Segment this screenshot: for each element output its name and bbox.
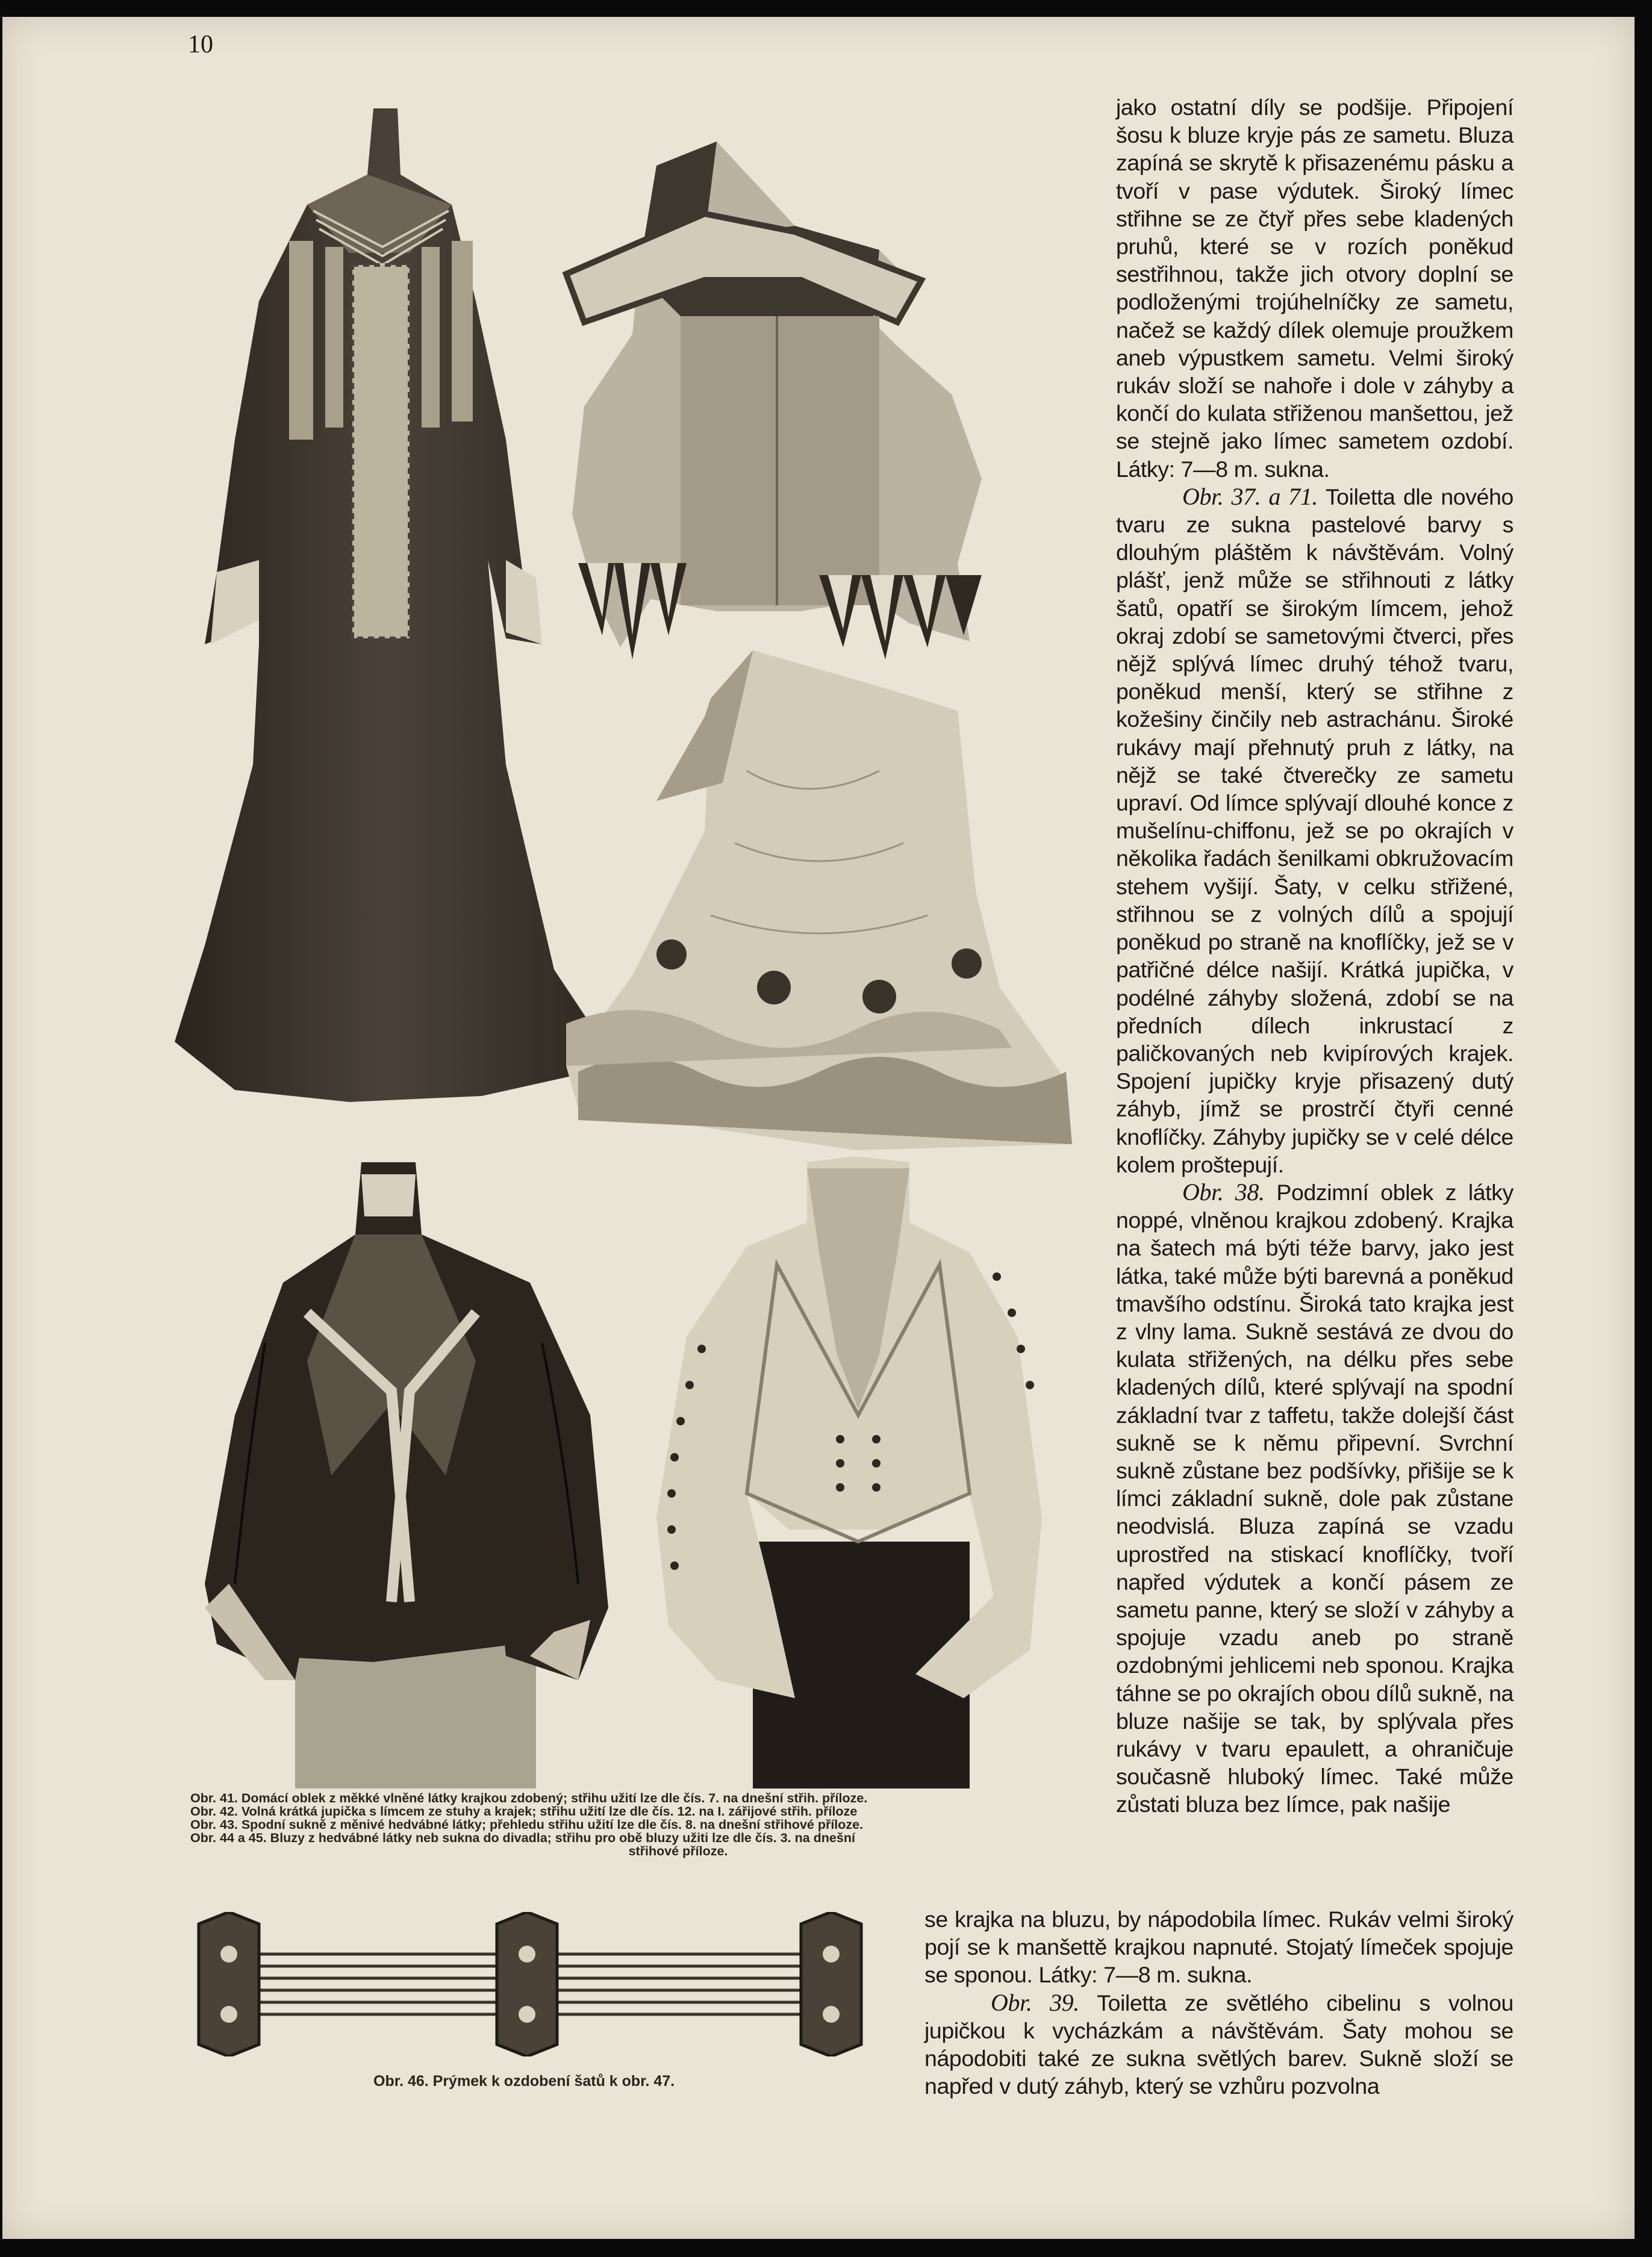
- paragraph: se krajka na bluzu, by nápodobila límec. Rukáv velmi široký pojí se k manšettě krajkou napnuté. Stojatý límeček spojuje se sponou. Látky: 7—8 m. sukna.: [924, 1907, 1513, 1988]
- figure-captions: [190, 1792, 1094, 1858]
- article-text-bottom: [924, 1905, 1513, 2100]
- article-text-column: [1116, 93, 1513, 1819]
- paragraph: [1116, 1178, 1513, 1819]
- page-number: 10: [188, 31, 213, 58]
- paragraph-body: Toiletta ze světlého cibelinu s volnou jupičkou k vycházkám a návštěvám. Šaty mohou se nápodobiti také ze sukna světlých barev. Sukně složí se napřed v dutý záhyb, který se vzhůru pozvolna: [924, 1990, 1513, 2099]
- trim-band-illustration: [181, 1912, 879, 2056]
- scan-edge: [1635, 17, 1652, 2239]
- paragraph: jako ostatní díly se podšije. Připojení šosu k bluze kryje pás ze sametu. Bluza zapíná se skrytě k přisazenému pásku a tvoří v pase výdutek. Široký límec střihne se ze čtyř přes sebe kladených pruhů, které se v rozích poněkud sestřihnou, takže jich otvory doplní se podloženými trojúhelníčky ze sametu, načež se každý dílek olemuje proužkem aneb výpustkem sametu. Velmi široký rukáv složí se nahoře i dole v záhyby a končí do kulata střiženou manšettou, jež se stejně jako límec sametem ozdobí. Látky: 7—8 m. sukna.: [1116, 95, 1513, 482]
- caption-line: Obr. 44 a 45. Bluzy z hedvábné látky neb sukna do divadla; střihu pro obě bluzy užiti lze dle čís. 3. na dnešní: [190, 1831, 855, 1845]
- caption-fig-46: Obr. 46. Prýmek k ozdobení šatů k obr. 47.: [373, 2073, 675, 2090]
- figure-reference: Obr. 37. a 71.: [1182, 482, 1318, 510]
- caption-line: Obr. 43. Spodní sukně z měnivé hedvábné látky; přehledu střihu užití lze dle čís. 8. na dnešní střihové příloze.: [190, 1817, 864, 1832]
- caption-line: střihové příloze.: [628, 1844, 728, 1858]
- dark-blouse-illustration: [193, 1162, 638, 1788]
- paragraph: [924, 1989, 1513, 2100]
- caption-line: Obr. 42. Volná krátká jupička s límcem ze stuhy a krajek; střihu užití lze dle čís. 12. na I. zářijové střih. příloze: [190, 1804, 858, 1819]
- paragraph-body: Toiletta dle nového tvaru ze sukna pastelové barvy s dlouhým pláštěm k návštěvám. Volný plášť, jenž může se střihnouti z látky šatů, opatří se širokým límcem, jehož okraj zdobí se sametovými čtverci, přes nějž splývá límec druhý téhož tvaru, poněkud menší, který se střihne z kožešiny činčily neb astrachánu. Široké rukávy mají přehnutý pruh z látky, na nějž se také čtverečky ze sametu upraví. Od límce splývají dlouhé konce z mušelínu-chiffonu, jež se po okrajích v několika řadách šenilkami obkružovacím stehem vyšijí. Šaty, v celku střižené, střihnou se z volných dílů a spojují poněkud po straně na knoflíčky, jež se v patřičné délce našijí. Krátká jupička, v podélné záhyby složená, zdobí se na předních dílech inkrustací z paličkovaných neb kvipírových krajek. Spojení jupičky kryje přisazený dutý záhyb, jímž se prostrčí čtyři cenné knoflíčky. Záhyby jupičky se v celé délce kolem proštepují.: [1116, 484, 1513, 1177]
- petticoat-illustration: [566, 650, 1084, 1156]
- caption-line: Obr. 41. Domácí oblek z měkké vlněné látky krajkou zdobený; střihu užití lze dle čís. 7. na dnešní střih. příloze.: [190, 1791, 868, 1805]
- paragraph: [1116, 483, 1513, 1178]
- figure-reference: Obr. 39.: [991, 1988, 1079, 2016]
- paragraph-body: Podzimní oblek z látky noppé, vlněnou krajkou zdobený. Krajka na šatech má býti téže barvy, jako jest látka, také může býti barevná a poněkud tmavšího odstínu. Široká tato krajka jest z vlny lama. Sukně sestává ze dvou do kulata střižených, na délku přes sebe kladených dílů, které splývají na spodní základní tvar z taffetu, takže dolejší část sukně se k němu připevní. Svrchní sukně zůstane bez podšívky, přišije se k límci základní sukně, dole pak zůstane neodvislá. Bluza zapíná se vzadu uprostřed na stiskací knoflíčky, tvoří napřed výdutek a končí pásem ze sametu panne, který se složí v záhyby a spojuje vzadu aneb po straně ozdobnými jehlicemi neb sponou. Krajka táhne se po okrajích obou dílů sukně, na bluze našije se tak, by splývala přes rukávy v tvaru epaulett, a ohraničuje současně hluboký límec. Také může zůstati bluza bez límce, pak našije: [1116, 1179, 1513, 1817]
- light-blouse-illustration: [656, 1156, 1054, 1788]
- figure-reference: Obr. 38.: [1182, 1178, 1265, 1206]
- jacket-illustration: [560, 142, 1018, 671]
